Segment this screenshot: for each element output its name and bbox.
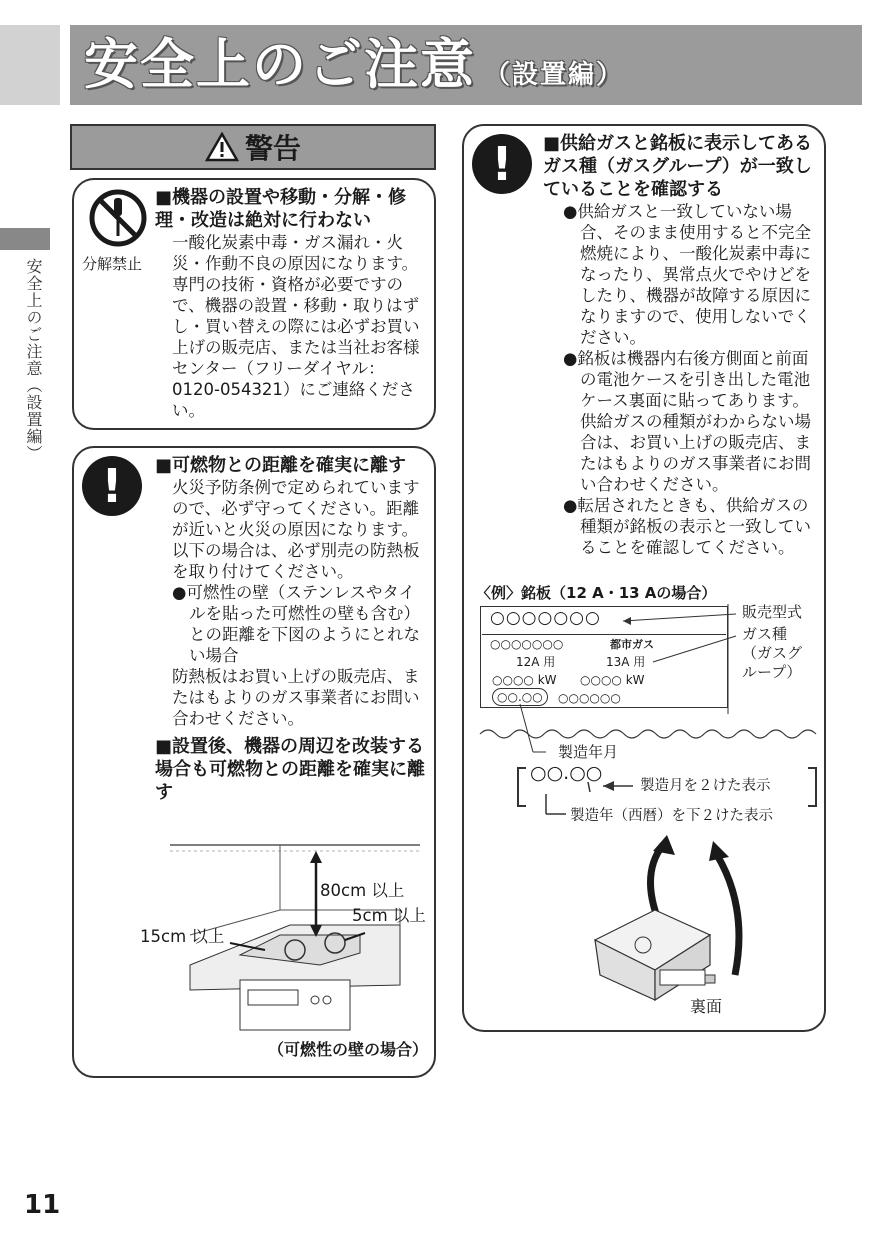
- month-note: 製造月を２けた表示: [640, 778, 771, 794]
- right-bullet-2: ●銘板は機器内右後方側面と前面の電池ケースを引き出した電池ケース裏面に貼ってあります。供給ガスの種類がわからない場合は、お買い上げの販売店、またはもよりのガス事業者にお問い合わせください。: [563, 349, 811, 494]
- side-tab-label: 安全上のご注意（設置編）: [24, 258, 43, 462]
- nameplate-small-code: ○○○○○○○: [490, 637, 564, 651]
- nameplate-serial-rest: ○○○○○○: [558, 691, 621, 705]
- right-bullet-1: ●供給ガスと一致していない場合、そのまま使用すると不完全燃焼により、一酸化炭素中毒になったり、異常点火でやけどをしたり、機器が故障する原因になりますので、使用しないでください。: [563, 202, 811, 347]
- page-subtitle: （設置編）: [484, 60, 625, 90]
- box2-bullet: ●可燃性の壁（ステンレスやタイルを貼った可燃性の壁も含む）との距離を下図のようにとれない場合: [172, 583, 420, 665]
- right-bullet-3: ●転居されたときも、供給ガスの種類が銘板の表示と一致していることを確認してください。: [563, 496, 811, 557]
- box1-body: 一酸化炭素中毒・ガス漏れ・火災・作動不良の原因になります。専門の技術・資格が必要ですので、機器の設置・移動・取りはずし・買い替えの際には必ずお買い上げの販売店、または当社お客様センター（フリーダイヤル：0120-054321）にご連絡ください。: [172, 233, 420, 420]
- label-manufacture-date: 製造年月: [558, 743, 619, 761]
- warning-label: [70, 124, 436, 170]
- warning-text: 警告: [244, 132, 301, 165]
- nameplate-city-gas: 都市ガス: [610, 638, 654, 651]
- box2-body1: 火災予防条例で定められていますので、必ず守ってください。距離が近いと火災の原因になります。: [172, 478, 420, 539]
- box2-heading: ■可燃物との距離を確実に離す: [155, 455, 407, 476]
- nameplate-kw2: ○○○○ kW: [580, 673, 645, 687]
- page-number: 11: [24, 1190, 61, 1220]
- box1-heading: ■機器の設置や移動・分解・修理・改造は絶対に行わない: [155, 187, 407, 231]
- label-gas-type: ガス種（ガスグループ）: [742, 625, 803, 681]
- page-title: [84, 30, 624, 110]
- diagram-height-label: 80cm 以上: [320, 881, 405, 900]
- date-format: ○○.○○: [530, 762, 603, 784]
- diagram-left-label: 15cm 以上: [140, 927, 225, 946]
- appliance-drawing: [585, 835, 755, 1015]
- no-disassembly-icon: [88, 188, 148, 252]
- nameplate-col2: 13A 用: [606, 655, 646, 669]
- mandatory-icon: !: [82, 456, 142, 516]
- no-disassembly-caption: 分解禁止: [82, 255, 143, 273]
- warning-triangle-icon: [205, 132, 239, 162]
- back-label: 裏面: [690, 997, 723, 1016]
- box2-body3: 防熱板はお買い上げの販売店、またはもよりのガス事業者にお問い合わせください。: [172, 667, 420, 728]
- box2-body2: 以下の場合は、必ず別売の防熱板を取り付けてください。: [172, 541, 420, 581]
- diagram-side-label: 5cm 以上: [352, 906, 426, 925]
- page-title-text: 安全上のご注意: [84, 33, 476, 96]
- mandatory-icon-right: !: [472, 134, 532, 194]
- right-heading: ■供給ガスと銘板に表示してあるガス種（ガスグループ）が一致していることを確認する: [543, 133, 813, 200]
- nameplate-model-code: ○○○○○○○: [490, 608, 601, 628]
- example-title: 〈例〉銘板（12 A・13 Aの場合）: [476, 584, 717, 602]
- side-tab-marker: [0, 228, 50, 250]
- year-note: 製造年（西暦）を下２けた表示: [570, 808, 773, 824]
- nameplate-serial-date: ○○.○○: [492, 688, 548, 706]
- diagram-caption: （可燃性の壁の場合）: [268, 1040, 429, 1059]
- box2-heading2: ■設置後、機器の周辺を改装する場合も可燃物との距離を確実に離す: [155, 736, 425, 803]
- nameplate-col1: 12A 用: [516, 655, 556, 669]
- header-side-block: [0, 25, 60, 105]
- nameplate-kw1: ○○○○ kW: [492, 673, 557, 687]
- label-model: 販売型式: [742, 603, 803, 621]
